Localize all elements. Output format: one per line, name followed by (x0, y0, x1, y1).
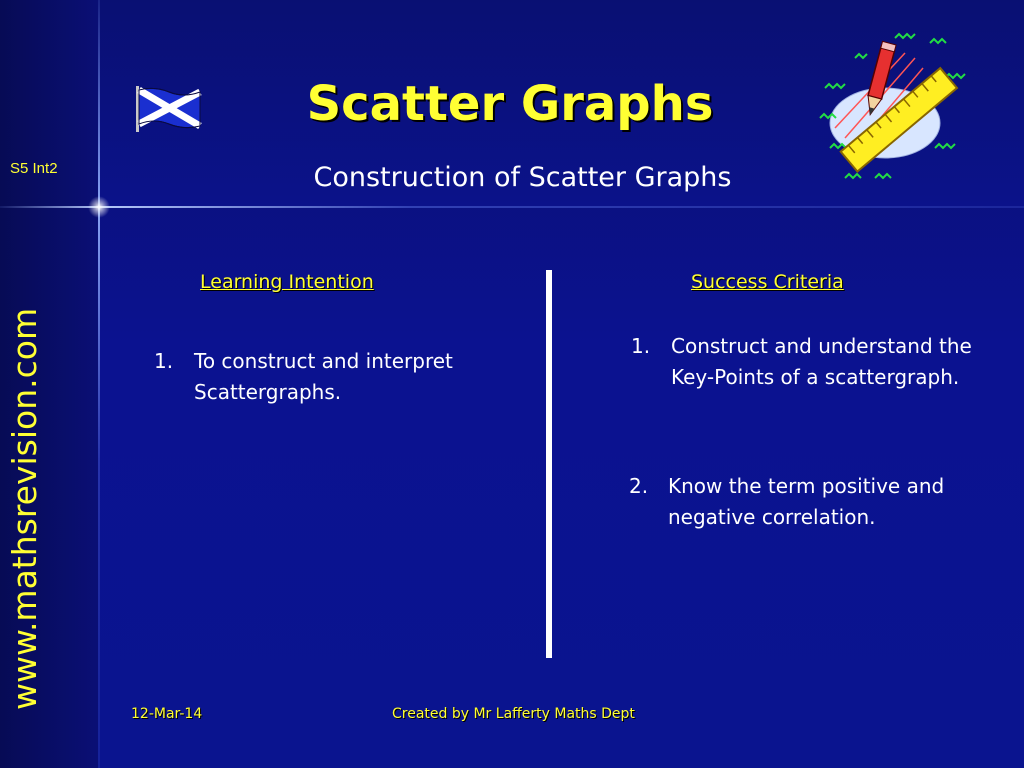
success-criteria-item (629, 471, 1009, 541)
ruler-pencil-clipart (815, 28, 975, 198)
learning-intention-item (154, 346, 534, 416)
website-url: www.mathsrevision.com (5, 307, 44, 710)
learning-intention-heading: Learning Intention (200, 271, 374, 293)
success-criteria-heading: Success Criteria (691, 271, 844, 293)
list-text: To construct and interpret Scattergraphs. (194, 349, 453, 404)
slide-title: Scatter Graphs (306, 76, 714, 132)
course-label: S5 Int2 (10, 160, 58, 177)
list-text: Construct and understand the Key-Points of a scattergraph. (671, 334, 972, 389)
list-number: 1. (154, 349, 174, 373)
footer-date: 12-Mar-14 (131, 706, 203, 722)
sparkle-decoration (88, 196, 110, 218)
list-number: 2. (629, 474, 649, 498)
footer-credit: Created by Mr Lafferty Maths Dept (392, 706, 635, 722)
slide-subtitle: Construction of Scatter Graphs (313, 162, 732, 193)
list-number: 1. (631, 334, 651, 358)
success-criteria-item (631, 331, 1011, 431)
column-divider (546, 270, 552, 658)
horizontal-divider-line (0, 206, 1024, 208)
scottish-flag-icon (134, 86, 204, 132)
vertical-divider-line (98, 0, 100, 768)
list-text: Know the term positive and negative correlation. (668, 474, 945, 529)
